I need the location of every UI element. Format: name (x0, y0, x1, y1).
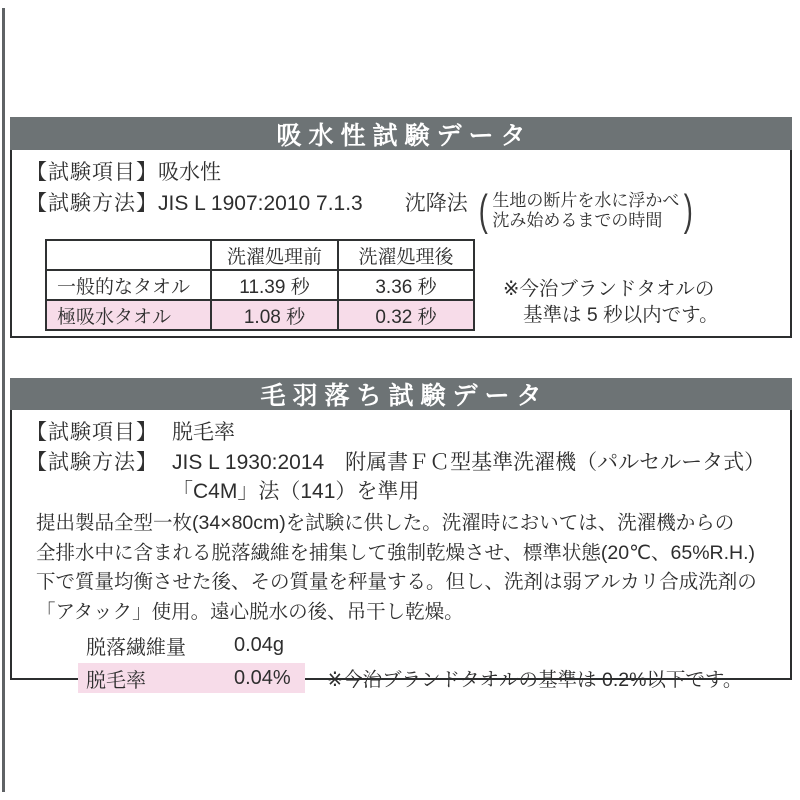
lint-panel-body (10, 410, 792, 692)
test-method-label: 【試験方法】 (26, 192, 158, 215)
hair-loss-rate-highlight (78, 663, 305, 693)
method-note-line2: 沈み始めるまでの時間 (492, 211, 663, 230)
rate-standard-note: ※今治ブランドタオルの基準は 0.2%以下です。 (326, 669, 743, 691)
hair-loss-rate-row (78, 662, 776, 694)
test-method-detail (172, 448, 765, 506)
method-note-group (476, 186, 696, 235)
paragraph-line2: 全排水中に含まれる脱落繊維を捕集して強制乾燥させ、標準状態(20℃、65%R.H.) (36, 541, 756, 564)
cell-generic-towel-after: 3.36 秒 (338, 270, 474, 300)
table-header-row (46, 240, 474, 270)
cell-generic-towel-label: 一般的なタオル (46, 270, 211, 300)
lint-panel-title: 毛羽落ち試験データ (10, 378, 792, 410)
hair-loss-rate-value: 0.04% (234, 666, 291, 689)
imabari-standard-note (503, 242, 719, 328)
method-line2: 「C4M」法（141）を準用 (172, 480, 420, 503)
lint-test-item-line (26, 418, 776, 447)
open-paren-glyph: ( (478, 186, 488, 235)
absorbency-table (45, 239, 475, 331)
test-item-label: 【試験項目】 (26, 421, 158, 444)
test-item-value: 吸水性 (158, 161, 221, 184)
lint-panel (10, 378, 792, 692)
table-row-generic-towel (46, 270, 474, 300)
paragraph-line3: 下で質量均衡させた後、その質量を秤量する。但し、洗剤は弱アルカリ合成洗剤の (36, 571, 757, 593)
method-note-text (490, 191, 681, 231)
method-line1: JIS L 1930:2014 附属書ＦＣ型基準洗濯機（パルセルータ式） (172, 451, 766, 474)
shed-fiber-amount-row (86, 631, 776, 659)
imabari-note-line2: 基準は 5 秒以内です。 (523, 304, 719, 326)
cell-super-towel-label: 極吸水タオル (46, 300, 211, 330)
test-method-label: 【試験方法】 (26, 451, 158, 474)
header-cell-empty (46, 240, 211, 270)
imabari-note-line1: ※今治ブランドタオルの (503, 278, 715, 300)
header-cell-before-wash: 洗濯処理前 (211, 240, 338, 270)
absorbency-panel (10, 117, 792, 338)
hair-loss-rate-label: 脱毛率 (86, 669, 146, 692)
shed-fiber-label: 脱落繊維量 (86, 636, 186, 659)
paragraph-line4: 「アタック」使用。遠心脱水の後、吊干し乾燥。 (36, 600, 464, 623)
lint-test-method-line (26, 448, 776, 506)
test-method-standard: JIS L 1907:2010 7.1.3 (158, 192, 363, 215)
cell-generic-towel-before: 11.39 秒 (211, 270, 338, 300)
test-item-label: 【試験項目】 (26, 161, 158, 184)
close-paren-glyph: ) (684, 186, 694, 235)
absorbency-panel-title: 吸水性試験データ (10, 117, 792, 150)
test-item-value: 脱毛率 (172, 421, 235, 444)
absorbency-test-item-line (26, 158, 776, 187)
test-description-paragraph (36, 509, 776, 627)
absorbency-test-method-line (26, 186, 776, 235)
scan-edge-artifact (2, 8, 5, 792)
method-note-line1: 生地の断片を水に浮かべ (492, 191, 680, 210)
cell-super-towel-before: 1.08 秒 (211, 300, 338, 330)
cell-super-towel-after: 0.32 秒 (338, 300, 474, 330)
paragraph-line1: 提出製品全型一枚(34×80cm)を試験に供した。洗濯時においては、洗濯機からの (36, 512, 735, 534)
header-cell-after-wash: 洗濯処理後 (338, 240, 474, 270)
sinking-method-name: 沈降法 (404, 192, 468, 215)
absorbency-table-row (26, 239, 776, 331)
absorbency-panel-body (10, 150, 792, 338)
shed-fiber-value: 0.04g (234, 633, 285, 656)
table-row-super-absorbent-towel (46, 300, 474, 330)
